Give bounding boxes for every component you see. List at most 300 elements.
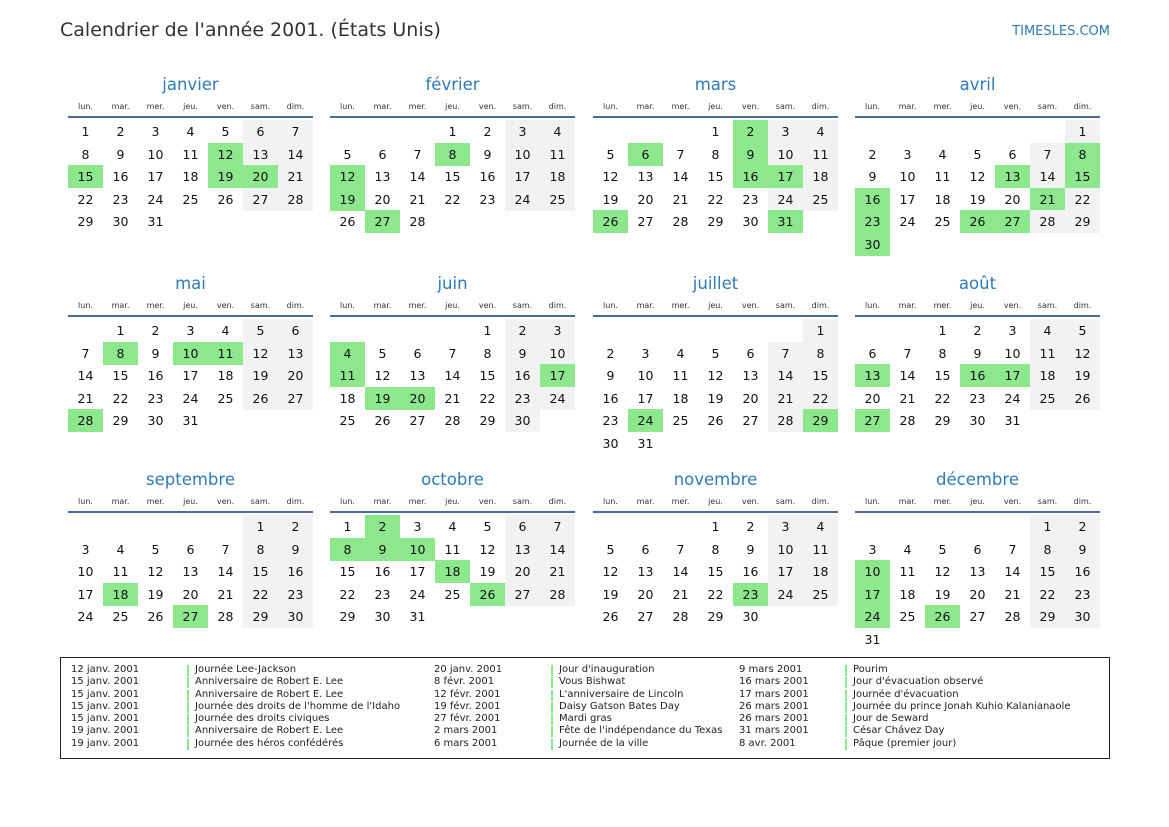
month-rule [68,315,313,317]
month-name: juillet [692,274,739,293]
day-cell-holiday: 10 [855,560,890,583]
day-cell: 28 [672,609,689,624]
holiday-date: 26 mars 2001 [739,700,809,712]
day-cell: 8 [243,538,278,561]
weekday-label: sam. [775,102,796,111]
day-cell: 10 [899,169,916,184]
day-cell: 10 [505,143,540,166]
holiday-date: 15 janv. 2001 [71,700,140,712]
day-cell: 30 [112,214,129,229]
weekday-label: mar. [636,102,655,111]
holiday-marker [551,665,553,676]
day-cell: 19 [602,586,619,602]
day-cell-holiday: 18 [103,583,138,606]
day-cell-holiday: 17 [540,364,575,387]
day-cell: 5 [606,146,615,162]
day-cell: 16 [374,564,391,579]
day-cell-holiday: 9 [365,538,400,561]
day-cell: 18 [934,191,951,207]
day-cell: 18 [1030,364,1065,387]
day-cell: 24 [182,390,199,406]
weekday-label: mar. [898,102,917,111]
day-cell-holiday: 10 [400,538,435,561]
day-cell: 24 [768,583,803,606]
day-cell: 16 [112,169,129,184]
day-cell: 8 [938,345,947,361]
weekday-label: dim. [1073,301,1092,310]
holiday-name: Journée des droits civiques [195,713,330,725]
weekday-header [68,102,313,113]
holiday-name: Journée des droits de l'homme de l'Idaho [195,700,401,712]
weekday-label: mer. [671,102,690,111]
day-cell: 24 [899,214,916,229]
day-cell: 22 [803,387,838,410]
holiday-date: 2 mars 2001 [434,725,498,737]
day-cell: 16 [742,564,759,579]
holiday-name: Journée d'évacuation [853,688,959,700]
day-cell: 15 [444,169,461,184]
day-cell: 8 [711,146,720,162]
weekday-label: jeu. [970,102,985,111]
weekday-header [855,102,1100,113]
weekday-label: jeu. [708,102,723,111]
holiday-name: Jour d'évacuation observé [853,676,984,688]
day-cell: 24 [505,188,540,211]
day-cell: 13 [182,564,199,579]
day-cell-holiday: 27 [995,210,1030,233]
holiday-name: Journée des héros confédérés [195,737,344,749]
day-cell: 1 [938,323,947,338]
day-cell: 21 [77,390,94,406]
day-cell: 19 [1065,364,1100,387]
day-cell: 3 [81,541,90,557]
day-cell: 18 [217,368,234,383]
day-cell: 2 [151,323,160,338]
weekday-label: lun. [603,301,618,310]
day-cell: 28 [409,214,426,229]
day-cell: 9 [1065,538,1100,561]
day-cell: 30 [969,413,986,428]
day-cell: 11 [672,368,689,383]
day-cell: 19 [934,586,951,602]
day-cell: 1 [1030,515,1065,538]
day-cell: 27 [742,413,759,428]
day-cell: 1 [483,323,492,338]
day-cell: 11 [934,169,951,184]
holiday-marker [845,714,847,725]
weekday-label: sam. [1037,102,1058,111]
day-cell: 10 [1004,345,1021,361]
day-cell: 26 [217,191,234,207]
day-cell: 5 [1065,319,1100,342]
day-cell: 24 [409,586,426,602]
holiday-list [60,657,1110,759]
day-cell-holiday: 15 [1065,165,1100,188]
weekday-label: mer. [408,301,427,310]
day-cell: 27 [409,413,426,428]
weekday-label: jeu. [970,497,985,506]
day-cell: 14 [409,169,426,184]
day-cell: 18 [540,165,575,188]
weekday-label: ven. [741,102,760,111]
day-cell: 25 [182,191,199,207]
day-cell: 5 [606,541,615,557]
day-cell: 20 [637,191,654,207]
day-cell: 14 [672,169,689,184]
holiday-marker [845,665,847,676]
day-cell-holiday: 16 [855,188,890,211]
day-cell-holiday: 12 [208,143,243,166]
day-cell: 28 [278,188,313,211]
day-cell: 23 [112,191,129,207]
day-cell: 21 [768,387,803,410]
holiday-date: 9 mars 2001 [739,664,803,675]
day-cell-holiday: 13 [995,165,1030,188]
day-cell: 3 [1008,323,1017,338]
day-cell: 1 [448,124,457,139]
day-cell: 10 [768,538,803,561]
day-cell: 25 [934,214,951,229]
day-cell: 4 [1030,319,1065,342]
day-cell: 20 [182,586,199,602]
day-cell: 27 [278,387,313,410]
day-cell: 5 [343,146,352,162]
day-cell: 12 [602,169,619,184]
holiday-name: Anniversaire de Robert E. Lee [195,725,344,737]
weekday-header [593,301,838,312]
day-cell: 14 [768,364,803,387]
day-cell: 12 [479,541,496,557]
day-cell: 7 [540,515,575,538]
holiday-date: 12 févr. 2001 [434,688,501,700]
day-cell: 13 [243,143,278,166]
day-cell: 12 [707,368,724,383]
holiday-date: 20 janv. 2001 [434,664,503,675]
day-cell-holiday: 4 [330,342,365,365]
holiday-marker [845,677,847,688]
day-cell: 26 [374,413,391,428]
day-cell: 27 [637,214,654,229]
day-cell: 3 [768,515,803,538]
holiday-marker [187,714,189,725]
day-cell-holiday: 2 [365,515,400,538]
day-cell: 17 [637,390,654,406]
weekday-label: lun. [603,497,618,506]
day-cell: 16 [505,364,540,387]
weekday-header [330,301,575,312]
day-cell: 29 [243,605,278,628]
day-cell: 13 [637,564,654,579]
day-cell: 25 [803,188,838,211]
day-cell: 7 [903,345,912,361]
month-rule [330,315,575,317]
weekday-label: mer. [408,497,427,506]
month-rule [330,116,575,118]
day-cell-holiday: 24 [855,605,890,628]
day-cell: 4 [676,345,685,361]
weekday-label: jeu. [183,102,198,111]
weekday-label: mar. [636,497,655,506]
weekday-header [68,301,313,312]
day-cell-holiday: 20 [243,165,278,188]
day-cell: 6 [641,541,650,557]
month-name: janvier [162,75,219,94]
day-cell: 13 [374,169,391,184]
day-cell: 1 [243,515,278,538]
day-cell: 3 [903,146,912,162]
day-cell: 4 [803,515,838,538]
day-cell: 15 [707,564,724,579]
weekday-label: sam. [775,497,796,506]
day-cell: 25 [444,586,461,602]
day-cell: 3 [186,323,195,338]
day-cell: 2 [483,124,492,139]
day-cell: 21 [444,390,461,406]
weekday-label: jeu. [445,497,460,506]
weekday-label: jeu. [445,301,460,310]
day-cell: 6 [243,120,278,143]
day-cell: 25 [1030,387,1065,410]
day-cell: 12 [147,564,164,579]
holiday-name: Journée du prince Jonah Kuhio Kalanianaole [853,700,1071,712]
day-cell: 16 [479,169,496,184]
day-cell: 25 [217,390,234,406]
day-cell: 3 [540,319,575,342]
weekday-label: ven. [478,301,497,310]
day-cell: 10 [768,143,803,166]
weekday-label: lun. [340,102,355,111]
day-cell: 14 [1030,165,1065,188]
day-cell: 15 [112,368,129,383]
weekday-label: ven. [216,497,235,506]
day-cell: 30 [278,605,313,628]
day-cell: 14 [444,368,461,383]
holiday-marker [187,726,189,737]
day-cell: 23 [1065,583,1100,606]
day-cell: 7 [221,541,230,557]
day-cell: 19 [243,364,278,387]
day-cell: 28 [672,214,689,229]
holiday-marker [551,690,553,701]
month-rule [855,315,1100,317]
holiday-marker [187,665,189,676]
month-name: février [425,75,480,94]
weekday-label: dim. [548,102,567,111]
weekday-header [855,301,1100,312]
day-cell: 30 [742,609,759,624]
day-cell: 19 [147,586,164,602]
day-cell: 22 [339,586,356,602]
day-cell: 25 [112,609,129,624]
holiday-marker [845,739,847,750]
day-cell: 3 [151,124,160,139]
day-cell: 16 [278,560,313,583]
weekday-label: dim. [286,301,305,310]
day-cell: 23 [479,191,496,207]
day-cell: 17 [147,169,164,184]
weekday-header [68,497,313,508]
day-cell: 23 [278,583,313,606]
day-cell: 1 [1065,120,1100,143]
day-cell-holiday: 11 [208,342,243,365]
holiday-marker [551,702,553,713]
weekday-label: dim. [811,102,830,111]
holiday-name: Mardi gras [559,713,612,725]
day-cell-holiday: 19 [330,188,365,211]
day-cell: 6 [1008,146,1017,162]
weekday-label: dim. [1073,497,1092,506]
weekday-label: sam. [250,102,271,111]
day-cell: 17 [182,368,199,383]
day-cell: 14 [217,564,234,579]
day-cell: 24 [1004,390,1021,406]
day-cell-holiday: 28 [68,409,103,432]
day-cell: 28 [444,413,461,428]
month-rule [68,511,313,513]
day-cell: 25 [339,413,356,428]
day-cell: 25 [803,583,838,606]
weekday-label: sam. [1037,301,1058,310]
day-cell: 4 [448,519,457,534]
day-cell: 16 [602,390,619,406]
day-cell: 8 [81,146,90,162]
day-cell-holiday: 10 [173,342,208,365]
day-cell: 1 [803,319,838,342]
day-cell: 14 [540,538,575,561]
day-cell: 12 [1065,342,1100,365]
month-name: octobre [421,470,484,489]
day-cell: 18 [803,560,838,583]
weekday-label: dim. [548,301,567,310]
day-cell: 31 [182,413,199,428]
day-cell: 7 [413,146,422,162]
day-cell: 5 [378,345,387,361]
day-cell: 13 [637,169,654,184]
day-cell: 2 [1065,515,1100,538]
weekday-label: mer. [933,102,952,111]
day-cell-holiday: 31 [768,210,803,233]
weekday-label: sam. [250,497,271,506]
day-cell: 27 [969,609,986,624]
day-cell: 11 [1030,342,1065,365]
day-cell: 20 [278,364,313,387]
weekday-label: mar. [111,497,130,506]
site-link[interactable]: TIMESLES.COM [1012,24,1110,39]
day-cell: 20 [505,560,540,583]
day-cell: 7 [278,120,313,143]
day-cell: 3 [413,519,422,534]
day-cell: 30 [505,409,540,432]
weekday-label: lun. [78,102,93,111]
weekday-label: ven. [741,497,760,506]
weekday-label: sam. [512,497,533,506]
day-cell-holiday: 19 [208,165,243,188]
weekday-label: jeu. [708,497,723,506]
day-cell: 3 [641,345,650,361]
day-cell-holiday: 18 [435,560,470,583]
month-rule [593,116,838,118]
holiday-date: 31 mars 2001 [739,725,809,737]
holiday-date: 19 janv. 2001 [71,737,140,749]
holiday-marker [187,739,189,750]
page-title: Calendrier de l'année 2001. (États Unis) [60,19,441,41]
day-cell: 24 [77,609,94,624]
weekday-label: dim. [286,102,305,111]
day-cell: 1 [81,124,90,139]
weekday-label: mer. [933,497,952,506]
day-cell: 25 [540,188,575,211]
month-name: novembre [673,470,758,489]
weekday-header [593,497,838,508]
month-rule [855,116,1100,118]
day-cell: 22 [479,390,496,406]
day-cell: 22 [243,583,278,606]
holiday-name: Daisy Gatson Bates Day [559,700,680,712]
holiday-date: 15 janv. 2001 [71,676,140,688]
day-cell: 7 [1030,143,1065,166]
day-cell: 11 [540,143,575,166]
day-cell-holiday: 8 [330,538,365,561]
day-cell: 26 [1065,387,1100,410]
day-cell-holiday: 23 [733,583,768,606]
day-cell: 29 [339,609,356,624]
day-cell: 9 [973,345,982,361]
weekday-label: ven. [216,301,235,310]
day-cell: 11 [803,143,838,166]
weekday-label: ven. [1003,497,1022,506]
holiday-date: 17 mars 2001 [739,688,809,700]
holiday-date: 15 janv. 2001 [71,688,140,700]
month-name: mai [175,274,206,293]
day-cell: 11 [112,564,129,579]
day-cell: 10 [637,368,654,383]
day-cell: 20 [742,390,759,406]
day-cell: 2 [868,146,877,162]
day-cell: 22 [1030,583,1065,606]
day-cell: 19 [969,191,986,207]
day-cell: 15 [803,364,838,387]
day-cell: 13 [505,538,540,561]
weekday-label: jeu. [183,497,198,506]
day-cell: 29 [112,413,129,428]
holiday-date: 26 mars 2001 [739,713,809,725]
holiday-name: L'anniversaire de Lincoln [559,688,684,700]
weekday-label: sam. [775,301,796,310]
day-cell: 30 [602,435,619,451]
holiday-name: Anniversaire de Robert E. Lee [195,688,344,700]
day-cell: 26 [243,387,278,410]
day-cell: 9 [868,169,877,184]
weekday-label: ven. [478,497,497,506]
day-cell: 3 [868,541,877,557]
day-cell: 21 [409,191,426,207]
holiday-date: 19 janv. 2001 [71,725,140,737]
day-cell: 6 [868,345,877,361]
day-cell: 9 [505,342,540,365]
month-rule [855,511,1100,513]
day-cell-holiday: 17 [855,583,890,606]
day-cell: 10 [147,146,164,162]
day-cell: 22 [707,586,724,602]
day-cell: 28 [1030,210,1065,233]
day-cell: 7 [676,146,685,162]
weekday-header [593,102,838,113]
day-cell: 24 [768,188,803,211]
weekday-label: lun. [78,497,93,506]
day-cell: 7 [676,541,685,557]
holiday-name: Jour d'inauguration [559,664,655,675]
weekday-label: dim. [1073,102,1092,111]
